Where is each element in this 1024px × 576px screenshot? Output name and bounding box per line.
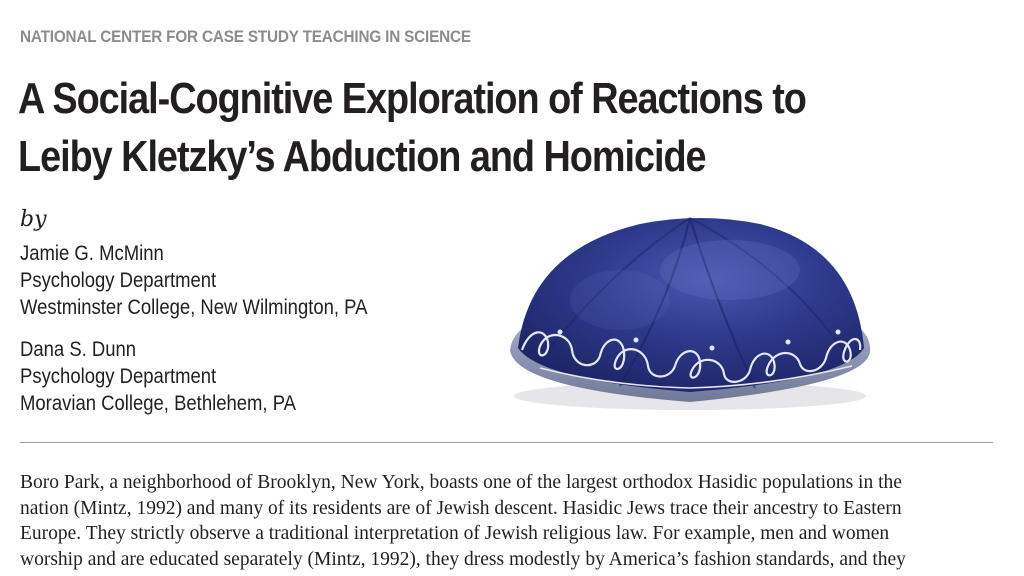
publisher-header: NATIONAL CENTER FOR CASE STUDY TEACHING IN SCIENCE (20, 27, 471, 46)
body-line: nation (Mintz, 1992) and many of its residents are of Jewish descent. Hasidic Jews trace their ancestry to Eastern (20, 497, 902, 519)
body-line: Europe. They strictly observe a traditional interpretation of Jewish religious law. For example, men and women (20, 523, 890, 544)
author-name: Dana S. Dunn (20, 338, 137, 361)
byline: by (20, 207, 47, 232)
title-line-2: Leiby Kletzky’s Abduction and Homicide (18, 132, 706, 181)
author-department: Psychology Department (20, 365, 217, 388)
author-block (20, 240, 367, 321)
body-line: Boro Park, a neighborhood of Brooklyn, New York, boasts one of the largest orthodox Hasidic populations in the (20, 472, 902, 493)
section-divider (20, 442, 993, 443)
body-paragraph (20, 470, 1010, 572)
page-title (18, 70, 806, 186)
title-line-1: A Social-Cognitive Exploration of Reactions to (18, 74, 806, 123)
author-institution: Westminster College, New Wilmington, PA (20, 296, 368, 319)
author-name: Jamie G. McMinn (20, 242, 164, 265)
kippah-icon (500, 210, 880, 415)
author-institution: Moravian College, Bethlehem, PA (20, 392, 296, 415)
kippah-dome (518, 218, 864, 392)
author-block (20, 336, 296, 417)
body-line: worship and are educated separately (Mintz, 1992), they dress modestly by America’s fashion standards, and they (20, 548, 906, 570)
author-department: Psychology Department (20, 269, 217, 292)
